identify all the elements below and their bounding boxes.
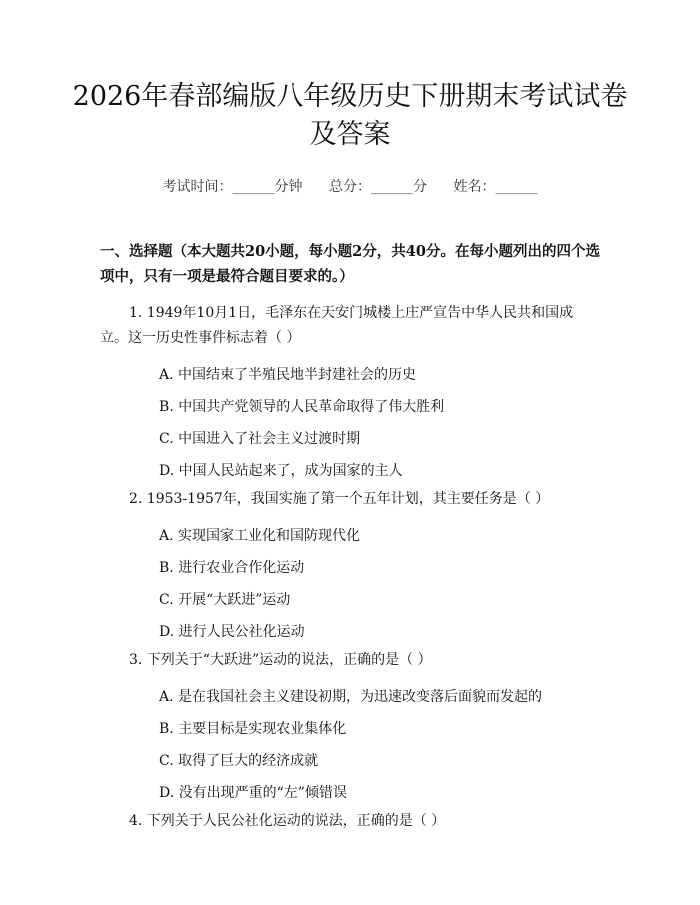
option-d: D. 进行人民公社化运动 <box>159 624 305 640</box>
question-stem: 4. 下列关于人民公社化运动的说法，正确的是（ ） <box>129 813 446 829</box>
question-stem: 3. 下列关于“大跃进”运动的说法，正确的是（ ） <box>129 652 432 668</box>
option-a: A. 实现国家工业化和国防现代化 <box>159 528 361 544</box>
option-c: C. 取得了巨大的经济成就 <box>159 753 319 769</box>
exam-name: 姓名：______ <box>453 179 538 195</box>
question-4 <box>0 809 700 834</box>
question-1 <box>0 301 700 487</box>
question-stem: 1. 1949年10月1日，毛泽东在天安门城楼上庄严宣告中华人民共和国成立。这一历史性事件标志着（ ） <box>100 305 574 346</box>
option-b: B. 中国共产党领导的人民革命取得了伟大胜利 <box>159 399 445 415</box>
question-2 <box>0 487 700 648</box>
option-b: B. 进行农业合作化运动 <box>159 560 305 576</box>
option-b: B. 主要目标是实现农业集体化 <box>159 721 347 737</box>
option-d: D. 没有出现严重的“左”倾错误 <box>159 785 347 801</box>
exam-meta <box>0 176 700 196</box>
option-c: C. 开展“大跃进”运动 <box>159 592 291 608</box>
option-c: C. 中国进入了社会主义过渡时期 <box>159 431 361 447</box>
option-a: A. 中国结束了半殖民地半封建社会的历史 <box>159 367 417 383</box>
exam-time: 考试时间：______分钟 <box>162 179 303 195</box>
section-heading: 一、选择题（本大题共20小题，每小题2分，共40分。在每小题列出的四个选项中，只有一项是最符合题目要求的。） <box>100 243 600 285</box>
question-stem: 2. 1953-1957年，我国实施了第一个五年计划，其主要任务是（ ） <box>129 491 550 507</box>
exam-score: 总分：______分 <box>329 179 427 195</box>
question-3 <box>0 648 700 809</box>
option-a: A. 是在我国社会主义建设初期，为迅速改变落后面貌而发起的 <box>159 689 543 705</box>
exam-title: 2026年春部编版八年级历史下册期末考试试卷及答案 <box>72 81 628 150</box>
option-d: D. 中国人民站起来了，成为国家的主人 <box>159 463 403 479</box>
